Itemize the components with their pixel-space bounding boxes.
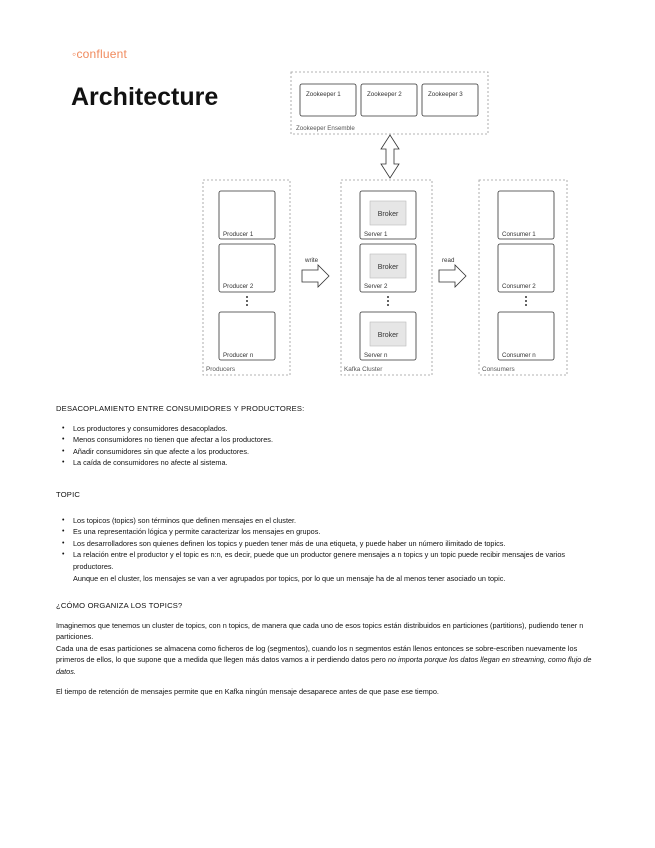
bullet-list <box>56 423 601 469</box>
producer-label: Producer 2 <box>223 283 254 290</box>
paragraph: Imaginemos que tenemos un cluster de topics, con n topics, de manera que cada uno de esos topics están distribuidos en particiones (partitions), pudiendo tener n particiones. <box>56 620 584 642</box>
consumer-label: Consumer 1 <box>502 231 536 238</box>
paragraph-emphasis: no importa porque los datos llegan en streaming, como flujo de datos. <box>56 655 592 676</box>
section-heading: TOPIC <box>56 490 81 499</box>
ellipsis-icon <box>246 296 248 306</box>
paragraph: El tiempo de retención de mensajes permite que en Kafka ningún mensaje desaparece antes de que pase ese tiempo. <box>56 686 439 696</box>
page-title: Architecture <box>71 83 219 111</box>
zookeeper-node-box <box>361 84 417 116</box>
section-topic <box>56 489 601 584</box>
logo-text: confluent <box>76 47 127 61</box>
section-heading: DESACOPLAMIENTO ENTRE CONSUMIDORES Y PRODUCTORES: <box>56 404 305 413</box>
logo-mark-icon: ◦ <box>72 47 77 61</box>
zookeeper-node-box <box>422 84 478 116</box>
consumer-label: Consumer 2 <box>502 283 536 290</box>
bullet-list <box>56 515 601 573</box>
right-arrow-icon <box>302 265 329 287</box>
list-item: • Menos consumidores no tienen que afectar a los productores. <box>73 434 601 446</box>
read-label: read <box>442 257 455 264</box>
ellipsis-icon <box>525 296 527 306</box>
zookeeper-node-box <box>300 84 356 116</box>
consumers-group-label: Consumers <box>482 366 515 373</box>
zookeeper-node-label: Zookeeper 3 <box>428 91 463 98</box>
topic-note: Aunque en el cluster, los mensajes se van a ver agrupados por topics, por lo que un mensaje ha de al menos tener asociado un topic. <box>73 573 506 583</box>
list-item: • Añadir consumidores sin que afecte a los productores. <box>73 446 601 458</box>
zookeeper-node-label: Zookeeper 2 <box>367 91 402 98</box>
architecture-diagram <box>0 0 655 400</box>
producer-label: Producer 1 <box>223 231 254 238</box>
section-organize-topics <box>56 600 601 697</box>
kafka-cluster-label: Kafka Cluster <box>344 366 383 373</box>
right-arrow-icon <box>439 265 466 287</box>
zookeeper-node-label: Zookeeper 1 <box>306 91 341 98</box>
consumer-label: Consumer n <box>502 352 536 359</box>
paragraph <box>56 643 601 678</box>
ellipsis-icon <box>387 296 389 306</box>
list-item: • Los topicos (topics) son términos que definen mensajes en el cluster. <box>73 515 601 527</box>
server-label: Server 1 <box>364 231 388 238</box>
section-decoupling <box>56 403 601 469</box>
list-item: • La caída de consumidores no afecte al sistema. <box>73 457 601 469</box>
server-label: Server n <box>364 352 388 359</box>
list-item: • La relación entre el productor y el topic es n:n, es decir, puede que un productor genere mensajes a n topics y un topic puede recibir mensajes de varios productores. <box>73 549 601 572</box>
broker-label: Broker <box>377 264 399 271</box>
broker-label: Broker <box>377 211 399 218</box>
write-label: write <box>305 257 319 264</box>
producers-group-label: Producers <box>206 366 236 373</box>
broker-label: Broker <box>377 332 399 339</box>
list-item: • Los productores y consumidores desacoplados. <box>73 423 601 435</box>
zookeeper-group-label: Zookeeper Ensemble <box>296 125 355 132</box>
section-heading: ¿CÓMO ORGANIZA LOS TOPICS? <box>56 601 183 610</box>
list-item: • Los desarrolladores son quienes definen los topics y pueden tener más de una etiqueta, y puede haber un número ilimitado de topics. <box>73 538 601 550</box>
producer-label: Producer n <box>223 352 254 359</box>
list-item: • Es una representación lógica y permite caracterizar los mensajes en grupos. <box>73 526 601 538</box>
server-label: Server 2 <box>364 283 388 290</box>
double-arrow-icon <box>381 135 399 178</box>
paragraph-text: Cada una de esas particiones se almacena como ficheros de log (segmentos), cuando los n segmentos están llenos entonces se sobre-escriben nuevamente los primeros de ellos, lo que supone que a medida que llegen más datos vamos a ir perdiendo datos pero <box>56 643 578 665</box>
